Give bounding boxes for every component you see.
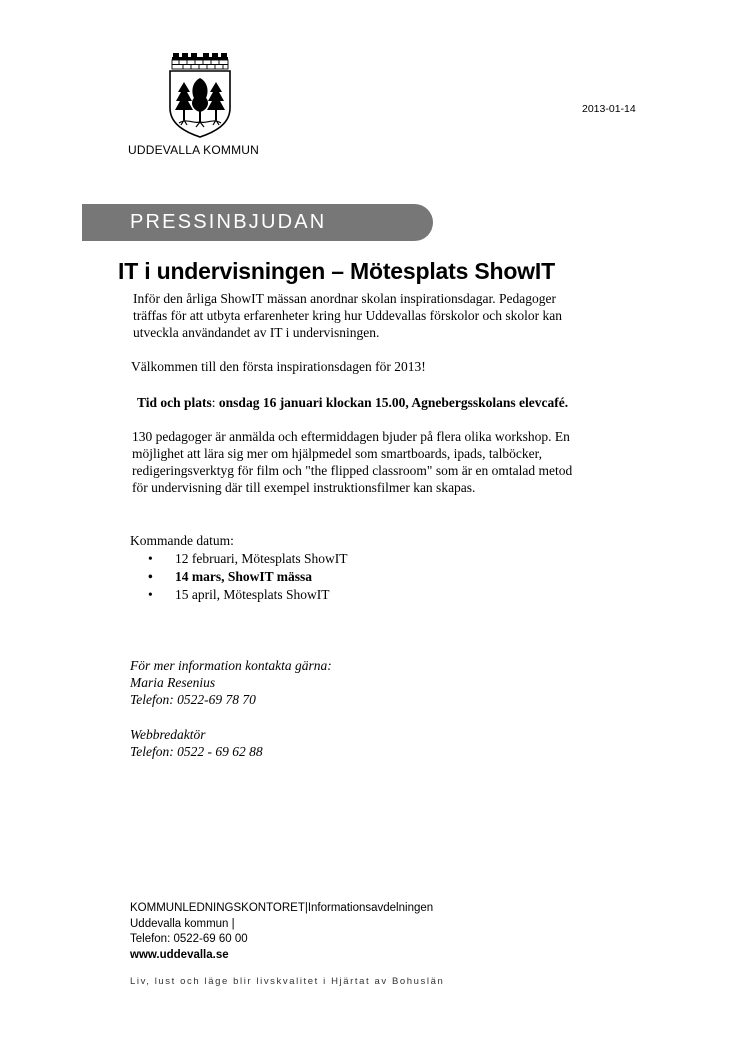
body-line: redigeringsverktyg för film och "the flipped classroom" som är en omtalad metod (132, 463, 573, 478)
editor-block (130, 726, 263, 760)
body-line: för undervisning där till exempel instruktionsfilmer kan skapas. (132, 480, 476, 495)
footer-tagline: Liv, lust och läge blir livskvalitet i Hjärtat av Bohuslän (130, 976, 445, 987)
upcoming-dates-list (130, 550, 347, 604)
document-date: 2013-01-14 (582, 103, 636, 115)
time-value: onsdag 16 januari klockan 15.00, Agnebergsskolans elevcafé. (218, 395, 569, 410)
welcome-text: Välkommen till den första inspirationsdagen för 2013! (131, 359, 426, 374)
footer-department: KOMMUNLEDNINGSKONTORET|Informationsavdelningen (130, 902, 434, 914)
organization-name: UDDEVALLA KOMMUN (128, 143, 260, 157)
press-invitation-banner (82, 204, 433, 241)
contact-phone: Telefon: 0522-69 78 70 (130, 692, 256, 707)
intro-line: träffas för att utbyta erfarenheter kring hur Uddevallas förskolor och skolor kan (133, 308, 562, 323)
body-line: 130 pedagoger är anmälda och eftermiddagen bjuder på flera olika workshop. En (132, 429, 570, 444)
body-line: möjlighet att lära sig mer om hjälpmedel som smartboards, ipads, talböcker, (132, 446, 542, 461)
footer-phone: Telefon: 0522-69 60 00 (130, 933, 248, 945)
time-label: Tid och plats (137, 395, 212, 410)
workshop-paragraph (132, 428, 637, 496)
list-item: • 14 mars, ShowIT mässa (130, 568, 347, 586)
list-item: • 15 april, Mötesplats ShowIT (130, 586, 347, 604)
contact-intro: För mer information kontakta gärna: (130, 658, 332, 673)
footer-municipality: Uddevalla kommun | (130, 917, 235, 930)
intro-line: Inför den årliga ShowIT mässan anordnar skolan inspirationsdagar. Pedagoger (133, 291, 557, 306)
editor-title: Webbredaktör (130, 727, 206, 742)
time-and-place (137, 394, 568, 411)
headline: IT i undervisningen – Mötesplats ShowIT (118, 258, 555, 284)
footer-website-link[interactable]: www.uddevalla.se (130, 948, 229, 961)
contact-name: Maria Resenius (130, 675, 216, 690)
banner-label: PRESSINBJUDAN (130, 211, 327, 233)
upcoming-dates-label: Kommande datum: (130, 533, 234, 548)
intro-line: utveckla användandet av IT i undervisningen. (133, 325, 380, 340)
intro-paragraph (133, 290, 623, 341)
editor-phone: Telefon: 0522 - 69 62 88 (130, 744, 263, 759)
time-separator: : (211, 395, 219, 410)
coat-of-arms-icon (167, 52, 233, 138)
footer (130, 901, 433, 963)
list-item: • 12 februari, Mötesplats ShowIT (130, 550, 347, 568)
contact-block (130, 657, 332, 708)
